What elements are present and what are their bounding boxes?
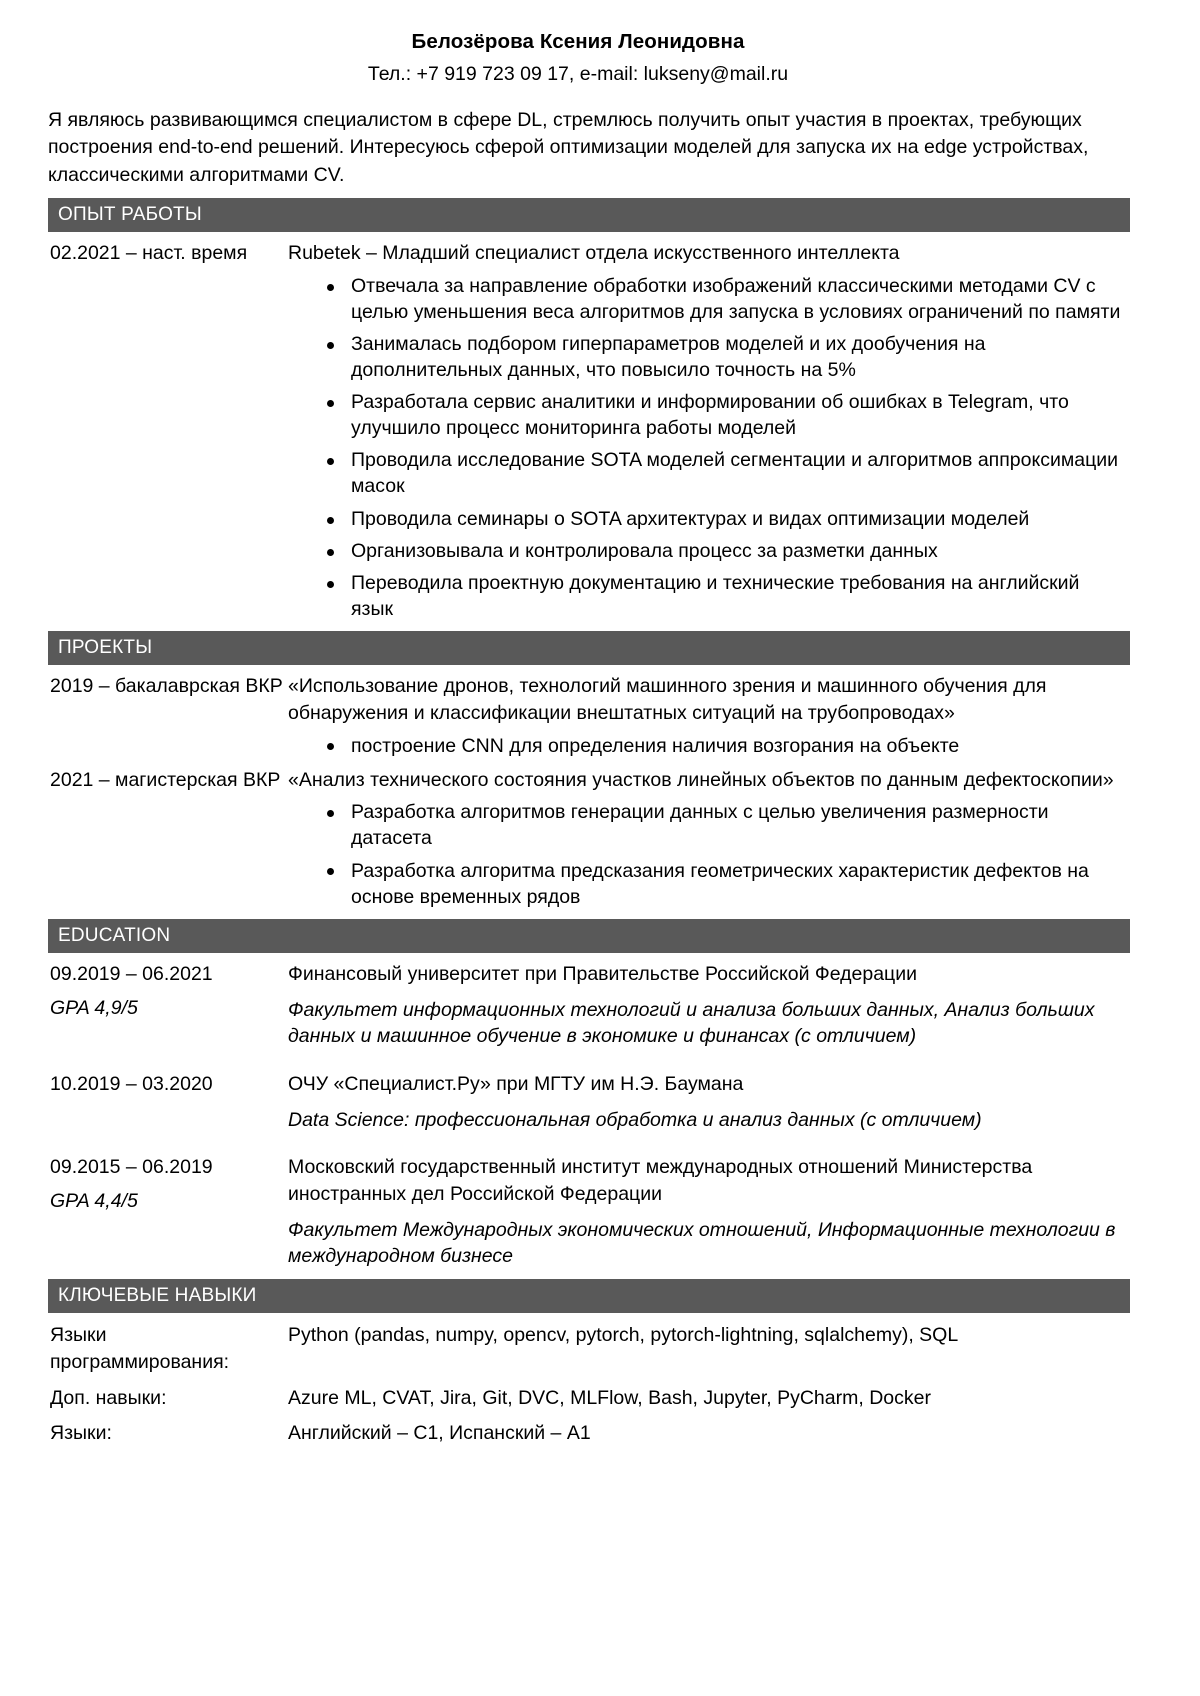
experience-bullet-list [288,273,1124,623]
bullet-dot-icon [327,458,334,465]
list-item [288,799,1124,851]
bullet-dot-icon [327,342,334,349]
project-entry [48,759,1130,910]
education-body [288,953,1130,1050]
bullet-dot-icon [327,581,334,588]
bullet-text: Проводила семинары о SOTA архитектурах и видах оптимизации моделей [351,507,1030,530]
bullet-text: построение CNN для определения наличия возгорания на объекте [351,734,960,757]
experience-body [288,232,1130,622]
skills-rows [48,1313,1130,1447]
education-program: Факультет информационных технологий и анализа больших данных, Анализ больших данных и машинное обучение в экономике и финансах (с отличием) [288,998,1095,1048]
section-header-projects: ПРОЕКТЫ [48,631,1130,665]
experience-period: 02.2021 – наст. время [50,241,248,264]
bullet-text: Проводила исследование SOTA моделей сегментации и алгоритмов аппроксимации масок [351,449,1119,498]
bullet-text: Переводила проектную документацию и технические требования на английский язык [351,571,1080,620]
list-item [288,733,1124,759]
skills-value: Английский – C1, Испанский – A1 [288,1422,591,1445]
education-body [288,1063,1130,1133]
education-entry [48,1146,1130,1270]
bullet-text: Разработка алгоритма предсказания геометрических характеристик дефектов на основе временных рядов [351,859,1089,908]
skills-label: Языки: [50,1422,112,1445]
education-period: 10.2019 – 03.2020 [50,1072,213,1095]
education-period-block [48,1146,288,1214]
section-header-skills: КЛЮЧЕВЫЕ НАВЫКИ [48,1279,1130,1313]
projects-rows [48,665,1130,910]
education-institution: Финансовый университет при Правительстве Российской Федерации [288,962,917,985]
skills-row [48,1376,1130,1412]
skills-label: Доп. навыки: [50,1386,167,1409]
summary-paragraph: Я являюсь развивающимся специалистом в сфере DL, стремлюсь получить опыт участия в проектах, требующих построения end-to-end решений. Интересуюсь сферой оптимизации моделей для запуска их на edge устройствах, классическими алгоритмами CV. [48,109,1089,186]
bullet-dot-icon [327,743,334,750]
contact-line: Тел.: +7 919 723 09 17, e-mail: lukseny@mail.ru [367,63,789,85]
education-body [288,1146,1130,1270]
education-entry [48,1063,1130,1133]
bullet-dot-icon [327,868,334,875]
education-gpa: GPA 4,4/5 [50,1190,138,1213]
education-rows [48,953,1130,1270]
section-header-education: EDUCATION [48,919,1130,953]
project-heading: «Использование дронов, технологий машинного зрения и машинного обучения для обнаружения и классификации внештатных ситуаций на трубопроводах» [288,675,1047,724]
education-institution: ОЧУ «Специалист.Ру» при МГТУ им Н.Э. Баумана [288,1072,744,1095]
project-bullet-list [288,799,1124,910]
project-heading: «Анализ технического состояния участков линейных объектов по данным дефектоскопии» [288,768,1114,791]
project-body [288,665,1130,759]
education-program: Data Science: профессиональная обработка и анализ данных (с отличием) [288,1108,982,1131]
education-institution: Московский государственный институт международных отношений Министерства иностранных дел Российской Федерации [288,1156,1033,1206]
bullet-dot-icon [327,284,334,291]
skills-row [48,1313,1130,1375]
education-period-block [48,1063,288,1098]
list-item [288,447,1124,499]
skills-value: Python (pandas, numpy, opencv, pytorch, pytorch-lightning, sqlalchemy), SQL [288,1324,959,1347]
experience-heading: Rubetek – Младший специалист отдела искусственного интеллекта [288,241,900,264]
bullet-text: Разработала сервис аналитики и информировании об ошибках в Telegram, что улучшило процесс мониторинга работы моделей [351,391,1069,440]
education-program: Факультет Международных экономических отношений, Информационные технологии в международном бизнесе [288,1218,1116,1268]
education-period: 09.2015 – 06.2019 [50,1156,213,1179]
project-entry [48,665,1130,759]
education-period: 09.2019 – 06.2021 [50,962,213,985]
list-item [288,858,1124,910]
experience-entry [48,232,1130,622]
education-gpa: GPA 4,9/5 [50,996,138,1019]
education-entry [48,953,1130,1050]
bullet-dot-icon [327,810,334,817]
bullet-text: Разработка алгоритмов генерации данных с целью увеличения размерности датасета [351,801,1049,850]
bullet-text: Занималась подбором гиперпараметров моделей и их дообучения на дополнительных данных, что повысило точность на 5% [351,332,986,381]
project-body [288,759,1130,910]
experience-rows [48,232,1130,622]
bullet-text: Отвечала за направление обработки изображений классическими методами CV с целью уменьшения веса алгоритмов для запуска в условиях ограничений по памяти [351,274,1121,323]
candidate-name: Белозёрова Ксения Леонидовна [411,30,745,53]
bullet-text: Организовывала и контролировала процесс за разметки данных [351,539,938,562]
list-item [288,570,1124,622]
project-bullet-list [288,733,1124,759]
project-period: 2019 – бакалаврская ВКР [50,675,283,698]
bullet-dot-icon [327,517,334,524]
skills-value: Azure ML, CVAT, Jira, Git, DVC, MLFlow, Bash, Jupyter, PyCharm, Docker [288,1386,931,1409]
project-period: 2021 – магистерская ВКР [50,768,281,791]
skills-label: Языки программирования: [50,1324,230,1373]
list-item [288,389,1124,441]
bullet-dot-icon [327,549,334,556]
skills-row [48,1411,1130,1447]
list-item [288,273,1124,325]
education-period-block [48,953,288,1021]
section-header-experience: ОПЫТ РАБОТЫ [48,198,1130,232]
bullet-dot-icon [327,400,334,407]
list-item [288,506,1124,532]
list-item [288,331,1124,383]
list-item [288,538,1124,564]
